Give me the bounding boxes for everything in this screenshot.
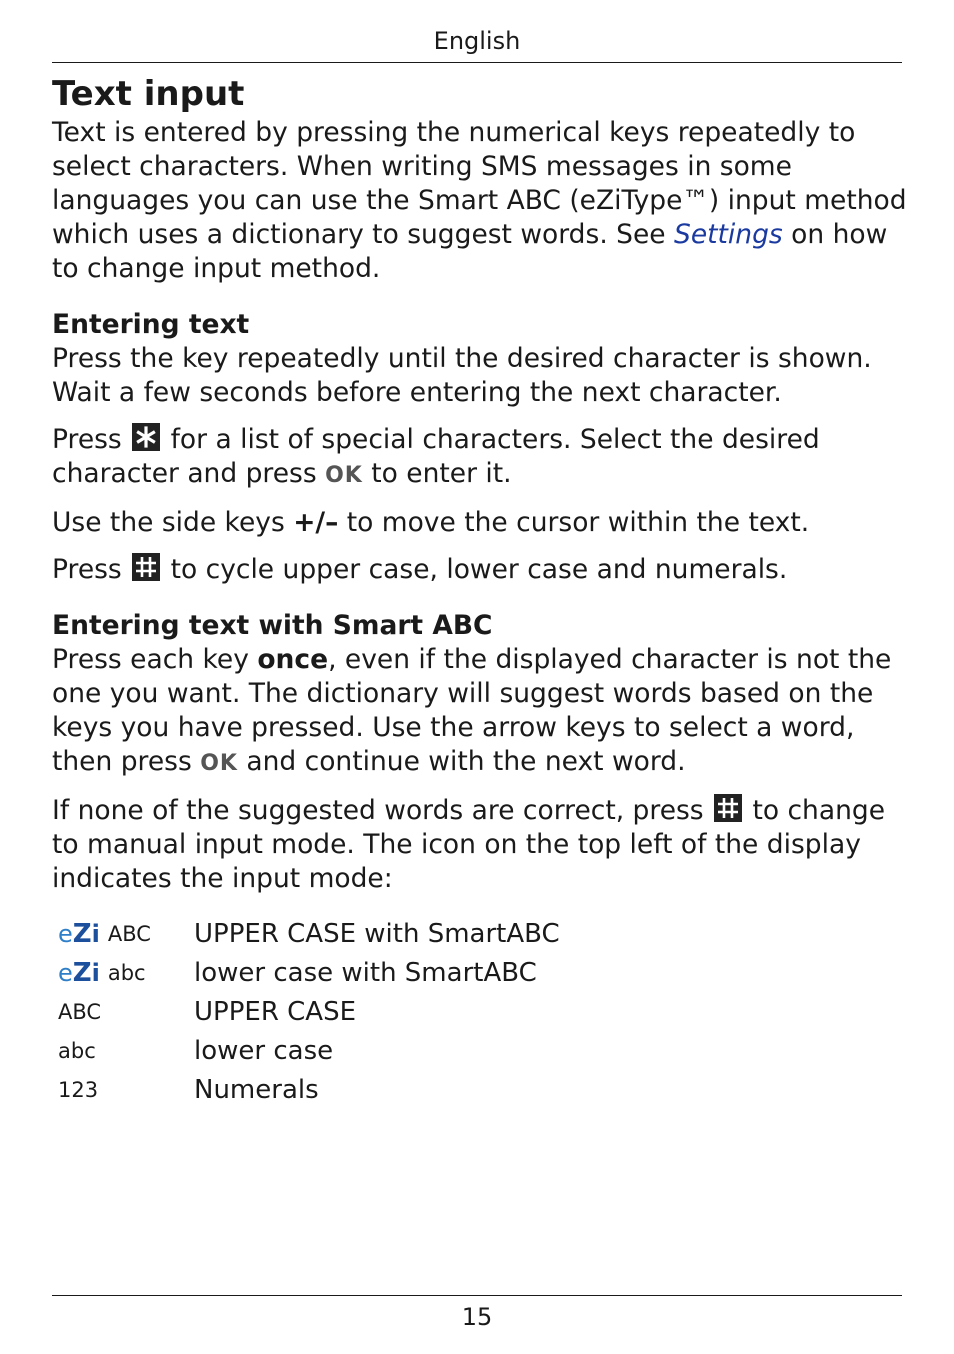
mode-icon-text: ABC [58,999,102,1024]
mode-icon-text: ABC [107,921,151,946]
input-mode-row [52,1070,912,1109]
page-number: 15 [461,1303,493,1331]
p4-text-b: to cycle upper case, lower case and numerals. [162,554,788,585]
mode-icon-text: abc [107,960,146,985]
input-mode-indicator [52,1034,194,1068]
smart-abc-p1 [52,643,912,781]
ezi-z: Z [72,918,92,949]
p3-text-a: Use the side keys [52,507,294,538]
entering-text-p4 [52,553,912,587]
settings-link[interactable]: Settings [674,219,783,250]
mode-icon-text: abc [58,1038,96,1063]
mode-label: lower case with SmartABC [194,957,537,988]
intro-paragraph [52,116,912,286]
sabc-p1-text-a: Press each key [52,644,258,675]
p2-text-c: to enter it. [362,458,512,489]
entering-text-heading: Entering text [52,309,250,340]
ezi-logo-icon [58,917,100,951]
sabc-p1-text-c: and continue with the next word. [237,746,686,777]
star-key-icon [132,423,160,451]
intro-text-1: Text is entered by pressing the numerical keys repeatedly to select characters. When writing SMS messages in some languages you can use the Smart ABC (eZiType™) input method which uses a dictionary to suggest words. See [52,117,907,250]
p4-text-a: Press [52,554,131,585]
ezi-e: e [58,958,73,987]
input-mode-row [52,953,912,992]
side-keys-label: +/– [293,507,339,538]
smart-abc-p2 [52,794,912,896]
ezi-e: e [58,919,73,948]
entering-text-p1: Press the key repeatedly until the desired character is shown. Wait a few seconds before entering the next character. [52,343,872,408]
hash-key-icon [132,553,160,581]
ezi-i: i [91,919,100,948]
footer-rule [52,1295,902,1296]
hash-key-icon [714,794,742,822]
entering-text-p2 [52,423,912,493]
ezi-i: i [91,958,100,987]
mode-label: UPPER CASE with SmartABC [194,918,560,949]
input-mode-list [52,914,912,1109]
header-rule [52,62,902,63]
once-emphasis: once [257,644,329,675]
smart-abc-heading: Entering text with Smart ABC [52,610,493,641]
entering-text-p3 [52,506,912,540]
p3-text-b: to move the cursor within the text. [338,507,810,538]
mode-label: UPPER CASE [194,996,357,1027]
p2-text-a: Press [52,424,131,455]
input-mode-row [52,1031,912,1070]
mode-label: lower case [194,1035,334,1066]
p2-text-b: for a list of special characters. Select the desired character and press [52,424,820,489]
input-mode-row [52,914,912,953]
mode-icon-text: 123 [58,1077,99,1102]
input-mode-indicator [52,1073,194,1107]
input-mode-row [52,992,912,1031]
ok-key-label: OK [200,751,238,776]
intro-text-2: on how to change input method. [52,219,888,284]
sabc-p2-text-b: to change to manual input mode. The icon on the top left of the display indicates the input mode: [52,795,886,894]
ezi-logo-icon [58,956,100,990]
main-content [52,72,912,1109]
sabc-p1-text-b: , even if the displayed character is not the one you want. The dictionary will suggest words based on the keys you have pressed. Use the arrow keys to select a word, then press [52,644,892,777]
input-mode-indicator [52,995,194,1029]
input-mode-indicator [52,956,194,990]
ezi-z: Z [72,957,92,988]
input-mode-indicator [52,917,194,951]
page-title: Text input [52,74,245,114]
mode-label: Numerals [194,1074,319,1105]
sabc-p2-text-a: If none of the suggested words are correct, press [52,795,713,826]
running-header: English [433,27,521,55]
ok-key-label: OK [325,463,363,488]
